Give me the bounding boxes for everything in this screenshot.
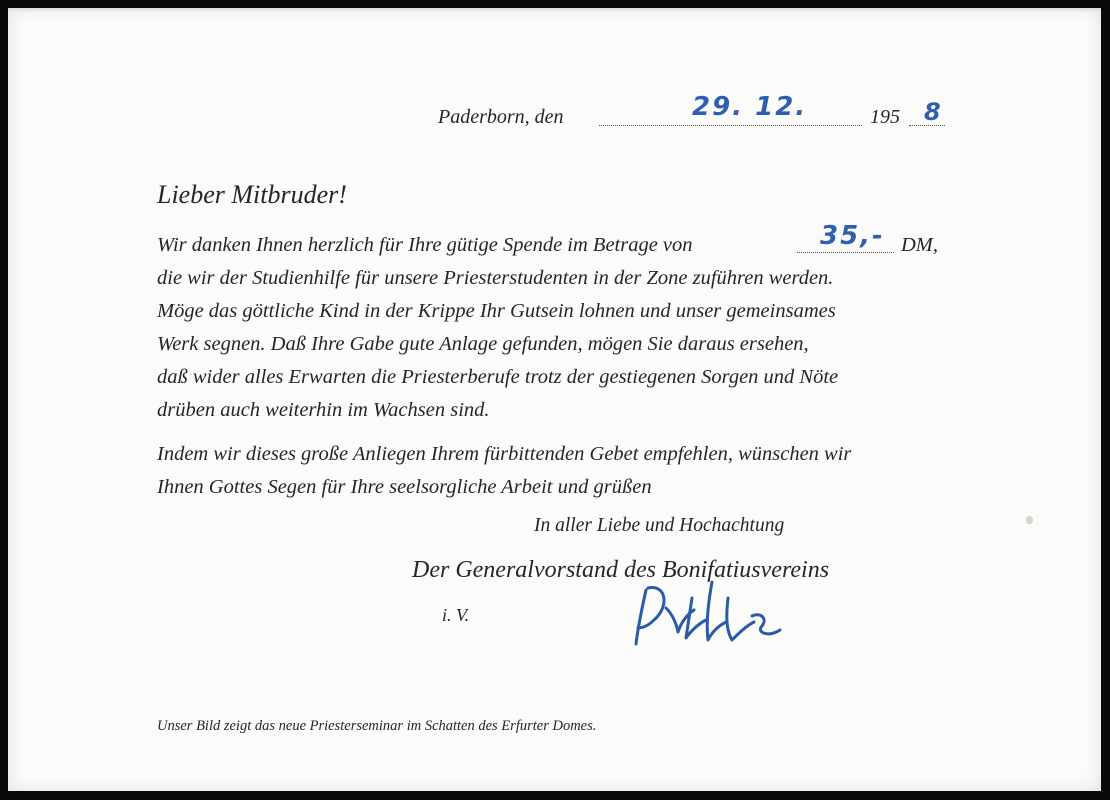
postcard bbox=[8, 8, 1101, 791]
handwritten-amount: 35,- bbox=[820, 221, 885, 251]
body-line: Wir danken Ihnen herzlich für Ihre gütige Spende im Betrage von bbox=[157, 234, 693, 256]
body-line: daß wider alles Erwarten die Priesterberufe trotz der gestiegenen Sorgen und Nöte bbox=[157, 366, 839, 388]
body-line: drüben auch weiterhin im Wachsen sind. bbox=[157, 399, 490, 421]
handwritten-signature bbox=[608, 568, 798, 653]
salutation: Lieber Mitbruder! bbox=[157, 180, 347, 209]
handwritten-date: 29. 12. bbox=[692, 92, 808, 122]
photo-caption: Unser Bild zeigt das neue Priesterseminar im Schatten des Erfurter Domes. bbox=[157, 718, 597, 734]
place-date-label: Paderborn, den bbox=[438, 106, 564, 128]
closing-phrase: In aller Liebe und Hochachtung bbox=[534, 515, 785, 536]
amount-dotted-line bbox=[797, 252, 894, 253]
year-prefix: 195 bbox=[870, 106, 900, 128]
signature-organization: Der Generalvorstand des Bonifatiusvereins bbox=[412, 557, 830, 583]
iv-label: i. V. bbox=[442, 605, 470, 625]
body-line: Ihnen Gottes Segen für Ihre seelsorgliche Arbeit und grüßen bbox=[157, 476, 652, 498]
date-dotted-line bbox=[599, 125, 862, 126]
handwritten-year: 8 bbox=[924, 98, 943, 126]
paper-blemish bbox=[1026, 516, 1033, 524]
currency-label: DM, bbox=[901, 234, 939, 256]
body-line: die wir der Studienhilfe für unsere Priesterstudenten in der Zone zuführen werden. bbox=[157, 267, 834, 289]
body-line: Indem wir dieses große Anliegen Ihrem fürbittenden Gebet empfehlen, wünschen wir bbox=[157, 443, 852, 465]
body-line: Werk segnen. Daß Ihre Gabe gute Anlage gefunden, mögen Sie daraus ersehen, bbox=[157, 333, 809, 355]
body-line: Möge das göttliche Kind in der Krippe Ihr Gutsein lohnen und unser gemeinsames bbox=[157, 300, 836, 322]
